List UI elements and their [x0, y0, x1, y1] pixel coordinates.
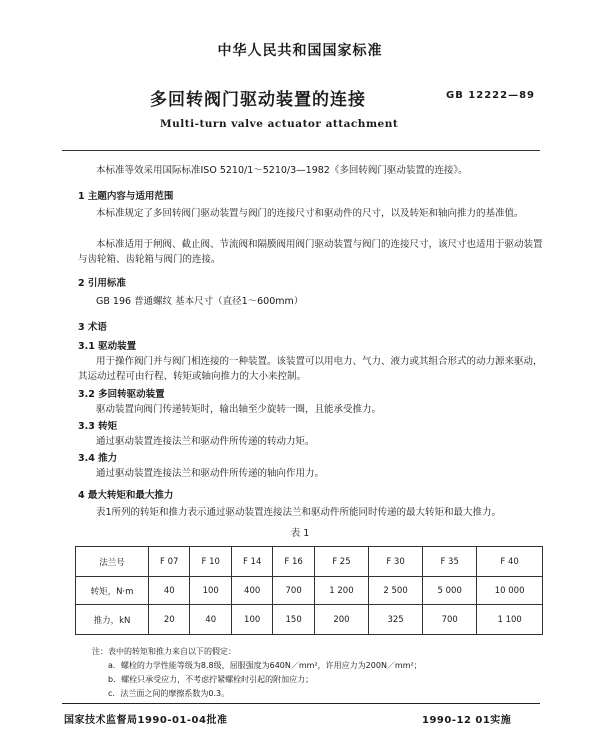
table-cell: F 30	[369, 547, 423, 577]
table-note-c: c．法兰面之间的摩擦系数为0.3。	[108, 689, 230, 698]
table-cell: F 40	[477, 547, 543, 577]
table-note-lead: 注：表中的转矩和推力来自以下的假定：	[92, 647, 236, 656]
table-cell: 10 000	[477, 577, 543, 605]
table-cell: 1 100	[477, 605, 543, 635]
table-note-b: b．螺栓只承受应力，不考虑拧紧螺栓时引起的附加应力；	[108, 675, 314, 684]
table-cell: F 35	[423, 547, 477, 577]
table-cell: F 14	[231, 547, 272, 577]
table-cell: 400	[231, 577, 272, 605]
term-3-1-title: 3.1 驱动装置	[78, 341, 137, 352]
section-1-title: 1 主题内容与适用范围	[78, 191, 174, 202]
row-header-thrust: 推力，kN	[76, 605, 149, 635]
table-cell: 2 500	[369, 577, 423, 605]
table-caption: 表 1	[290, 528, 310, 539]
section-2-reference: GB 196 普通螺纹 基本尺寸（直径1～600mm）	[96, 296, 304, 307]
section-1-paragraph-2: 本标准适用于闸阀、截止阀、节流阀和隔膜阀用阀门驱动装置与阀门的连接尺寸，该尺寸也适用于驱动装置与齿轮箱、齿轮箱与阀门的连接。	[78, 239, 543, 265]
term-3-4-text: 通过驱动装置连接法兰和驱动件所传递的轴向作用力。	[96, 468, 325, 479]
table-cell: 5 000	[423, 577, 477, 605]
footer-divider	[62, 703, 540, 704]
section-2-title: 2 引用标准	[78, 278, 126, 289]
table-cell: F 25	[314, 547, 368, 577]
table-cell: 100	[190, 577, 231, 605]
table-row-flange	[76, 547, 543, 577]
term-3-1-text: 用于操作阀门并与阀门相连接的一种装置。该装置可以用电力、气力、液力或其组合形式的动力源来驱动，其运动过程可由行程、转矩或轴向推力的大小来控制。	[78, 356, 543, 382]
table-cell: F 07	[149, 547, 190, 577]
table-1	[75, 546, 543, 635]
term-3-4-title: 3.4 推力	[78, 453, 118, 464]
table-cell: 1 200	[314, 577, 368, 605]
row-header-torque: 转矩，N·m	[76, 577, 149, 605]
row-header-flange: 法兰号	[76, 547, 149, 577]
table-note-a: a．螺栓的力学性能等级为8.8级，屈服强度为640N／mm²，许用应力为200N／mm²；	[108, 661, 422, 670]
document-title: 多回转阀门驱动装置的连接	[150, 90, 366, 110]
english-title: Multi-turn valve actuator attachment	[160, 118, 399, 130]
approval-date: 国家技术监督局1990-01-04批准	[64, 715, 228, 726]
table-cell: 150	[273, 605, 314, 635]
table-cell: F 10	[190, 547, 231, 577]
section-4-paragraph: 表1所列的转矩和推力表示通过驱动装置连接法兰和驱动件所能同时传递的最大转矩和最大推力。	[96, 507, 502, 518]
term-3-2-title: 3.2 多回转驱动装置	[78, 389, 165, 400]
table-cell: 200	[314, 605, 368, 635]
effective-date: 1990-12 01实施	[422, 715, 512, 726]
intro-paragraph: 本标准等效采用国际标准ISO 5210/1～5210/3—1982《多回转阀门驱动装置的连接》。	[96, 165, 468, 176]
term-3-3-title: 3.3 转矩	[78, 421, 118, 432]
section-3-title: 3 术语	[78, 322, 107, 333]
table-cell: 40	[190, 605, 231, 635]
table-cell: 100	[231, 605, 272, 635]
table-cell: 700	[273, 577, 314, 605]
section-1-paragraph-1: 本标准规定了多回转阀门驱动装置与阀门的连接尺寸和驱动件的尺寸，以及转矩和轴向推力的基准值。	[96, 208, 524, 219]
table-row-torque	[76, 577, 543, 605]
standard-code: GB 12222—89	[446, 90, 536, 101]
section-4-title: 4 最大转矩和最大推力	[78, 490, 174, 501]
table-cell: 325	[369, 605, 423, 635]
header-divider	[62, 150, 540, 151]
term-3-2-text: 驱动装置向阀门传递转矩时，输出轴至少旋转一圈，且能承受推力。	[96, 404, 382, 415]
table-cell: 40	[149, 577, 190, 605]
table-cell: 700	[423, 605, 477, 635]
national-standard-header: 中华人民共和国国家标准	[217, 43, 383, 59]
table-row-thrust	[76, 605, 543, 635]
table-cell: F 16	[273, 547, 314, 577]
table-cell: 20	[149, 605, 190, 635]
term-3-3-text: 通过驱动装置连接法兰和驱动件所传递的转动力矩。	[96, 436, 315, 447]
